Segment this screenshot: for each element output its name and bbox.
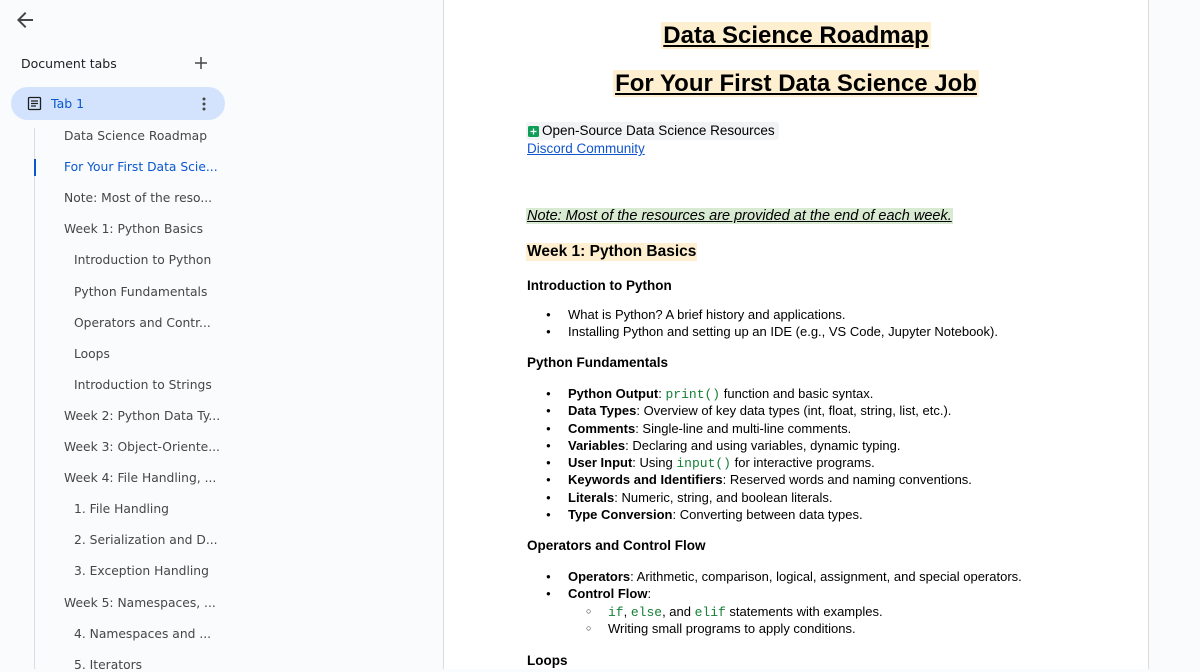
list-text: statements with examples.: [725, 603, 883, 619]
outline-item[interactable]: 3. Exception Handling: [74, 564, 209, 579]
list-item: [546, 506, 972, 523]
list-text: Numeric, string, and boolean literals.: [621, 489, 833, 505]
doc-title: [444, 22, 1148, 50]
list-text: :: [672, 507, 680, 523]
doc-subtitle-text: For Your First Data Science Job: [615, 70, 977, 97]
list-text: Single-line and multi-line comments.: [642, 420, 852, 436]
document-icon: [27, 96, 42, 111]
list-text: , and: [662, 603, 695, 619]
list-text: :: [614, 489, 622, 505]
outline-item[interactable]: Note: Most of the reso...: [64, 191, 213, 206]
list-term: Data Types: [568, 403, 637, 419]
list-text: Declaring and using variables, dynamic typing.: [632, 437, 901, 453]
operators-heading: Operators and Control Flow: [527, 538, 706, 553]
list-text: :: [635, 420, 643, 436]
doc-title-text: Data Science Roadmap: [663, 22, 929, 49]
page-right-edge: [1148, 0, 1149, 669]
tab-1[interactable]: [11, 87, 225, 120]
code-elif: elif: [694, 604, 726, 620]
intro-heading: Introduction to Python: [527, 278, 672, 293]
outline-item[interactable]: Introduction to Python: [74, 253, 212, 268]
list-term: Variables: [568, 437, 626, 453]
inline-code: print(): [665, 387, 721, 402]
list-item: [546, 420, 972, 437]
list-text: for interactive programs.: [730, 455, 875, 471]
list-text: Reserved words and naming conventions.: [729, 472, 972, 488]
list-term: Type Conversion: [568, 507, 673, 523]
back-arrow-icon[interactable]: [13, 8, 37, 32]
list-term: Operators: [568, 569, 631, 584]
outline-item[interactable]: Loops: [74, 346, 110, 361]
list-item: [546, 471, 972, 488]
doc-subtitle: [444, 70, 1148, 98]
fundamentals-list: [546, 385, 972, 523]
list-text: :: [636, 403, 644, 419]
outline-item[interactable]: Introduction to Strings: [74, 377, 212, 392]
outline-item[interactable]: Data Science Roadmap: [64, 129, 208, 143]
code-else: else: [630, 604, 663, 620]
discord-community-link[interactable]: Discord Community: [527, 141, 645, 156]
operators-list: [546, 568, 1022, 637]
document-outline-sidebar: [0, 0, 443, 672]
loops-heading: Loops: [527, 653, 568, 668]
list-text: ,: [623, 603, 631, 619]
outline-item[interactable]: Week 2: Python Data Ty...: [64, 408, 221, 423]
outline-item[interactable]: Week 4: File Handling, ...: [64, 471, 217, 486]
list-text: : Arithmetic, comparison, logical, assignment, and special operators.: [630, 569, 1022, 584]
intro-list: [546, 306, 998, 341]
list-item: [546, 437, 972, 454]
inline-code: input(): [676, 456, 731, 472]
outline-item[interactable]: 4. Namespaces and ...: [74, 626, 212, 641]
list-text: Converting between data types.: [679, 507, 863, 523]
list-term: Control Flow: [568, 586, 648, 602]
tab-label: Tab 1: [51, 96, 85, 111]
week1-heading: Week 1: Python Basics: [527, 243, 697, 260]
list-term: Python Output: [568, 386, 659, 401]
outline-item[interactable]: Week 3: Object-Oriente...: [64, 440, 220, 454]
list-item: [546, 568, 1022, 585]
list-term: Comments: [568, 420, 636, 436]
outline-item[interactable]: Python Fundamentals: [74, 284, 208, 299]
document-page[interactable]: [444, 0, 1148, 669]
list-item: [546, 454, 972, 471]
list-item: ● Installing Python and setting up an IDE (e.g., VS Code, Jupyter Notebook).: [546, 323, 998, 340]
outline-item[interactable]: For Your First Data Scie...: [64, 160, 218, 175]
outline-item[interactable]: Week 1: Python Basics: [64, 222, 203, 237]
add-tab-icon[interactable]: [192, 54, 210, 72]
outline-item[interactable]: 2. Serialization and D...: [74, 533, 218, 548]
outline-rail: [34, 128, 35, 669]
list-text: Overview of key data types (int, float, string, list, etc.).: [643, 403, 952, 419]
list-text: :: [658, 386, 666, 401]
outline-item[interactable]: 1. File Handling: [74, 502, 169, 517]
list-text: function and basic syntax.: [720, 386, 874, 401]
resources-chip-label: Open-Source Data Science Resources: [542, 123, 775, 138]
resources-smart-chip[interactable]: [526, 122, 779, 140]
list-item: [546, 489, 972, 506]
list-item: [546, 402, 972, 419]
list-item: [546, 385, 972, 402]
list-term: User Input: [568, 455, 633, 471]
list-item: ● What is Python? A brief history and applications.: [546, 306, 998, 323]
list-text: :: [647, 586, 652, 602]
list-term: Literals: [568, 489, 615, 505]
fundamentals-heading: Python Fundamentals: [527, 355, 669, 370]
sub-list-item: ○ Writing small programs to apply conditions.: [546, 620, 1022, 637]
sub-list-item: [546, 603, 1022, 620]
list-text: :: [722, 472, 730, 488]
outline-item[interactable]: Operators and Contr...: [74, 315, 211, 330]
outline-item[interactable]: Week 5: Namespaces, ...: [64, 595, 216, 610]
list-term: Keywords and Identifiers: [568, 472, 723, 488]
list-item: [546, 585, 1022, 602]
code-if: if: [608, 604, 624, 620]
more-options-icon[interactable]: [195, 94, 213, 114]
document-tabs-label: Document tabs: [21, 56, 117, 71]
sheets-icon: [528, 126, 539, 137]
outline-active-indicator: [34, 159, 36, 176]
list-text: :: [625, 437, 633, 453]
list-text: : Using: [632, 455, 677, 471]
outline-item[interactable]: 5. Iterators: [74, 657, 143, 672]
note-text: Note: Most of the resources are provided at the end of each week.: [527, 208, 952, 224]
